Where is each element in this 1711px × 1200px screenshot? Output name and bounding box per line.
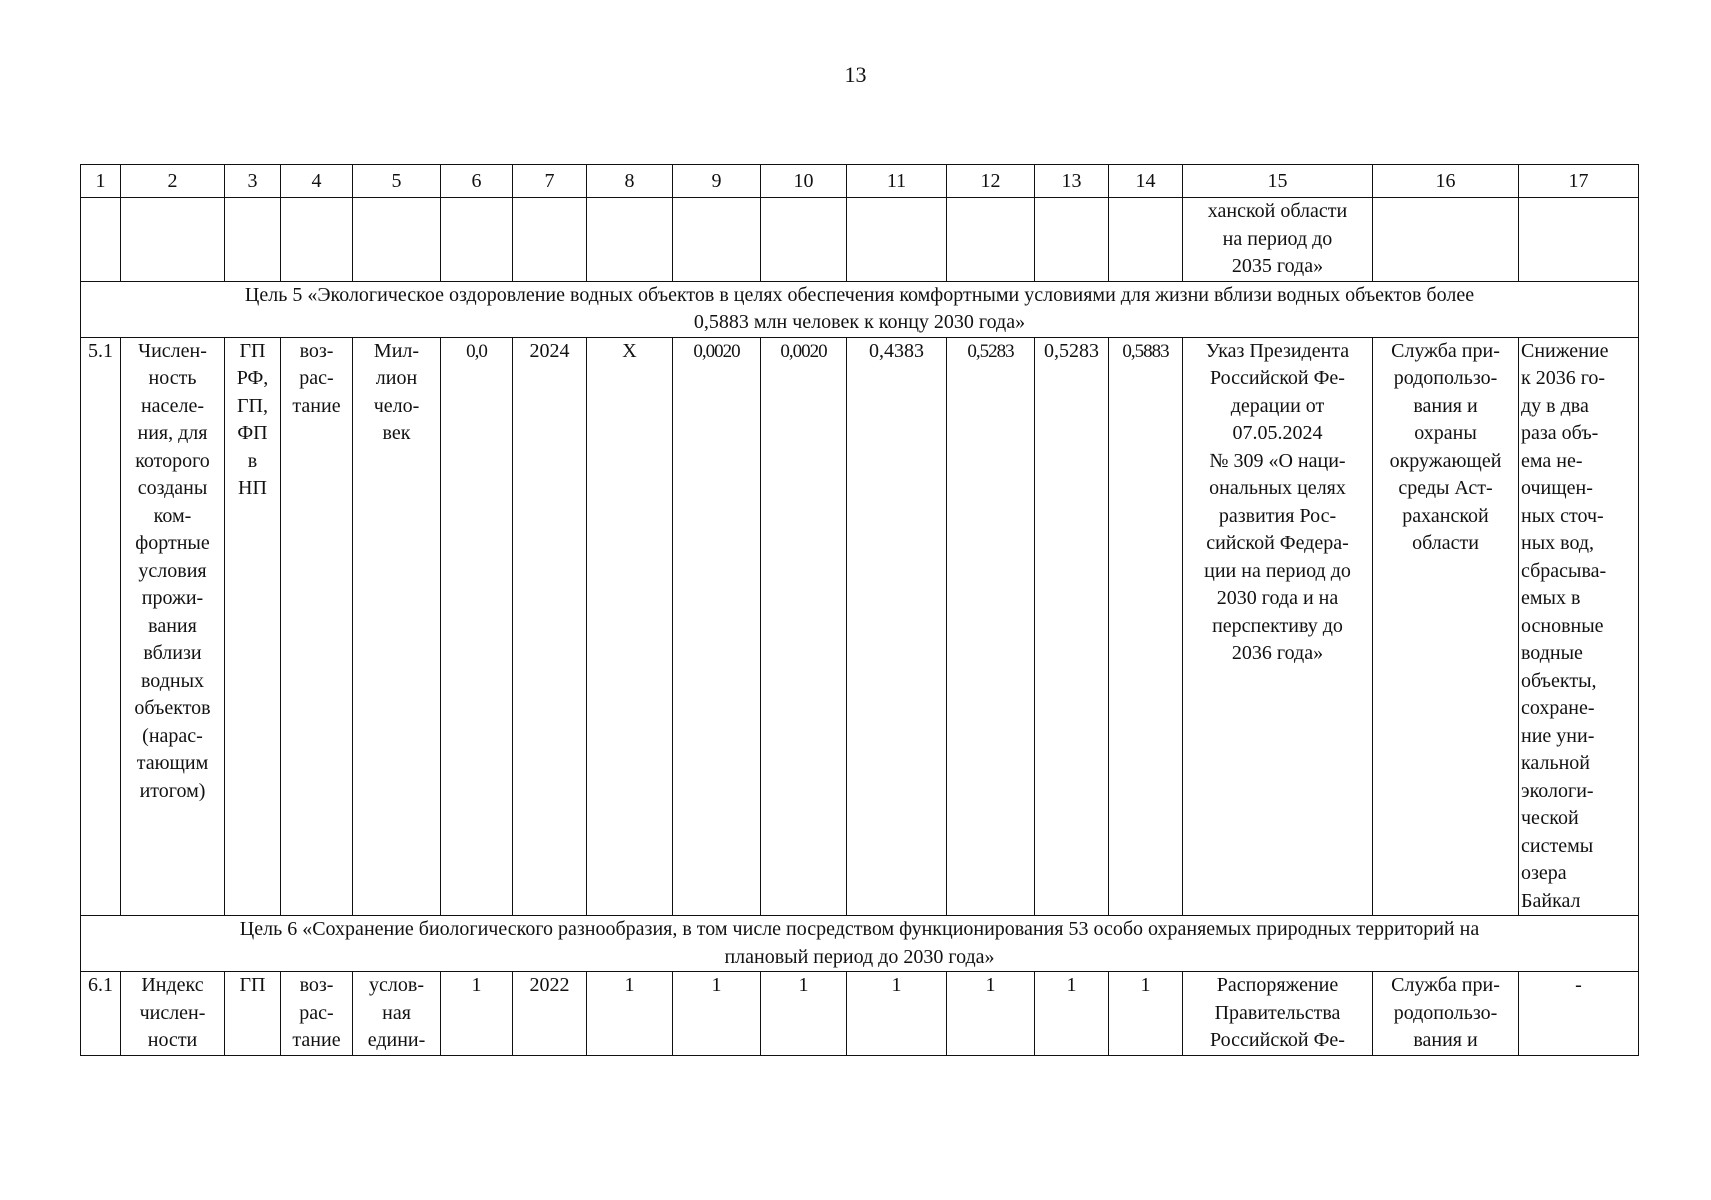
base-year: 2024 [513,337,587,916]
cell-line: ных вод, [1521,532,1595,554]
row-number: 5.1 [81,337,121,916]
cell-line: раханской [1402,504,1489,527]
cell-line: кальной [1521,752,1590,774]
cell-line: Указ Президента [1205,339,1350,362]
responsible-body [1373,972,1519,1056]
cell-line: родопользо- [1393,1001,1498,1024]
cell-line: Правительства [1214,1001,1341,1024]
column-number: 14 [1109,165,1183,198]
cell-line: прожи- [141,587,204,609]
column-number: 7 [513,165,587,198]
reference-document [1183,972,1373,1056]
value-col-10: 0,0020 [761,337,847,916]
cell-line: дерации от [1230,394,1325,417]
cell-line: 07.05.2024 [1232,422,1323,444]
indicator-level [225,972,281,1056]
empty-cell [947,198,1035,282]
column-number: 3 [225,165,281,198]
value-col-13: 0,5283 [1035,337,1109,916]
cell-line: сийской Федера- [1206,532,1349,554]
cell-line: ГП [239,974,266,996]
cell-line: родопользо- [1393,367,1498,389]
goal-row [81,281,1639,337]
cell-line: развития Рос- [1218,504,1337,527]
cell-line: Российской Фе- [1210,367,1345,389]
cell-line: век [382,422,411,444]
indicator-direction [281,337,353,916]
cell-line: водные [1521,642,1583,664]
cell-line: озера [1521,862,1567,884]
value-col-8: Х [587,337,673,916]
cell-line: ком- [153,504,192,527]
cell-line: которого [135,449,210,472]
cell-line: к 2036 го- [1521,367,1606,389]
document-continuation-cell [1183,198,1373,282]
cell-line: системы [1521,834,1594,857]
cell-line: ности [147,1029,198,1051]
cell-line: ду в два [1521,394,1589,417]
cell-line: ональных целях [1209,477,1346,499]
value-col-14: 1 [1109,972,1183,1056]
cell-line: тающим [136,752,209,774]
empty-cell [353,198,441,282]
empty-cell [441,198,513,282]
empty-cell [121,198,225,282]
value-col-11: 0,4383 [847,337,947,916]
value-col-14: 0,5883 [1109,337,1183,916]
cell-line: (нарас- [142,724,203,747]
cell-line: ФП [237,422,268,444]
indicator-row-6-1 [81,972,1639,1056]
cell-line: ных сточ- [1521,504,1604,527]
cell-line: лион [375,367,418,389]
base-value: 1 [441,972,513,1056]
cell-line: сбрасыва- [1521,559,1607,582]
cell-line: созданы [137,477,208,499]
column-number: 17 [1519,165,1639,198]
cell-line: Байкал [1521,889,1581,912]
cell-line: 0,5883 млн человек к концу 2030 года» [693,311,1026,333]
cell-line: 2035 года» [1231,255,1324,277]
cell-line: № 309 «О наци- [1209,449,1346,472]
cell-line: в [247,449,258,472]
cell-line: охраны [1414,422,1477,444]
column-number: 11 [847,165,947,198]
indicator-name [121,972,225,1056]
cell-line: среды Аст- [1398,477,1493,499]
linkage-note [1519,337,1639,916]
empty-cell [1373,198,1519,282]
cell-line: Числен- [138,339,207,362]
cell-line: раза объ- [1521,422,1599,444]
column-number: 9 [673,165,761,198]
cell-line: ГП, [236,394,268,417]
cell-line: РФ, [236,367,269,389]
cell-line: вблизи [143,642,202,664]
cell-line: вания и [1413,394,1478,417]
reference-document [1183,337,1373,916]
empty-cell [513,198,587,282]
cell-line: воз- [299,974,334,996]
cell-line: Цель 6 «Сохранение биологического разнообразия, в том числе посредством функционирования 53 особо охраняемых природных территорий на [239,918,1480,940]
cell-line: рас- [299,1001,334,1024]
responsible-body [1373,337,1519,916]
cell-line: Снижение [1521,339,1609,362]
empty-cell [1519,198,1639,282]
value-col-13: 1 [1035,972,1109,1056]
goal-5-heading [81,281,1639,337]
cell-line: на период до [1222,227,1333,250]
empty-cell [1109,198,1183,282]
value-col-8: 1 [587,972,673,1056]
cell-line: Мил- [373,339,420,362]
column-number: 15 [1183,165,1373,198]
empty-cell [847,198,947,282]
value-col-9: 0,0020 [673,337,761,916]
continuation-row [81,198,1639,282]
column-number: 2 [121,165,225,198]
cell-line: вания [148,614,197,637]
cell-line: экологи- [1521,779,1594,802]
empty-cell [281,198,353,282]
indicator-row-5-1 [81,337,1639,916]
cell-line: сохране- [1521,697,1595,719]
cell-line: ГП [239,339,266,362]
empty-cell [225,198,281,282]
cell-line: тание [292,394,341,417]
cell-line: услов- [369,974,424,996]
cell-line: итогом) [139,779,206,802]
empty-cell [761,198,847,282]
column-number: 10 [761,165,847,198]
column-number-row [81,165,1639,198]
cell-line: едини- [367,1029,426,1051]
value-col-9: 1 [673,972,761,1056]
cell-line: населе- [140,394,205,417]
cell-line: Цель 5 «Экологическое оздоровление водных объектов в целях обеспечения комфортными условиями для жизни вблизи водных объектов более [244,283,1475,306]
cell-line: ческой [1521,807,1579,829]
cell-line: области [1412,532,1479,554]
cell-line: Индекс [141,974,204,996]
cell-line: объекты, [1521,669,1597,692]
cell-line: очищен- [1521,477,1593,499]
cell-line: емых в [1521,587,1581,609]
cell-line: ность [148,367,197,389]
cell-line: Служба при- [1391,974,1500,996]
goal-6-heading [81,916,1639,972]
column-number: 8 [587,165,673,198]
value-col-12: 1 [947,972,1035,1056]
cell-line: Служба при- [1391,339,1500,362]
cell-line: тание [292,1029,341,1051]
cell-line: перспективу до [1212,614,1343,637]
column-number: 13 [1035,165,1109,198]
indicator-level [225,337,281,916]
cell-line: водных [140,669,205,692]
empty-cell [81,198,121,282]
cell-line: плановый период до 2030 года» [724,945,995,968]
cell-line: окружающей [1389,449,1502,472]
empty-cell [673,198,761,282]
row-number: 6.1 [81,972,121,1056]
cell-line: ния, для [137,422,208,444]
cell-line: рас- [299,367,334,389]
value-col-10: 1 [761,972,847,1056]
indicator-name [121,337,225,916]
column-number: 6 [441,165,513,198]
cell-line: НП [238,477,267,499]
cell-line: основные [1521,614,1604,637]
cell-line: числен- [139,1001,206,1024]
cell-line: чело- [373,394,420,417]
base-value: 0,0 [441,337,513,916]
cell-line: ема не- [1521,449,1583,472]
cell-line: ции на период до [1204,559,1351,582]
cell-line: вания и [1413,1029,1478,1051]
page-number: 13 [844,62,867,87]
cell-line: ная [382,1001,411,1024]
cell-line: условия [138,559,207,582]
column-number: 4 [281,165,353,198]
cell-line: фортные [135,532,210,554]
column-number: 16 [1373,165,1519,198]
unit-of-measure [353,337,441,916]
cell-line: 2036 года» [1231,642,1324,664]
column-number: 5 [353,165,441,198]
empty-cell [1035,198,1109,282]
cell-line: объектов [134,697,211,719]
indicator-direction [281,972,353,1056]
column-number: 1 [81,165,121,198]
base-year: 2022 [513,972,587,1056]
column-number: 12 [947,165,1035,198]
cell-line: ние уни- [1521,724,1595,747]
linkage-note: - [1519,972,1639,1056]
empty-cell [587,198,673,282]
cell-line: 2030 года и на [1216,587,1339,609]
value-col-11: 1 [847,972,947,1056]
indicators-table [80,164,1639,1056]
value-col-12: 0,5283 [947,337,1035,916]
cell-line: ханской области [1207,200,1348,222]
cell-line: Распоряжение [1216,974,1339,996]
unit-of-measure [353,972,441,1056]
goal-row [81,916,1639,972]
cell-line: воз- [299,339,334,362]
cell-line: Российской Фе- [1210,1029,1345,1051]
